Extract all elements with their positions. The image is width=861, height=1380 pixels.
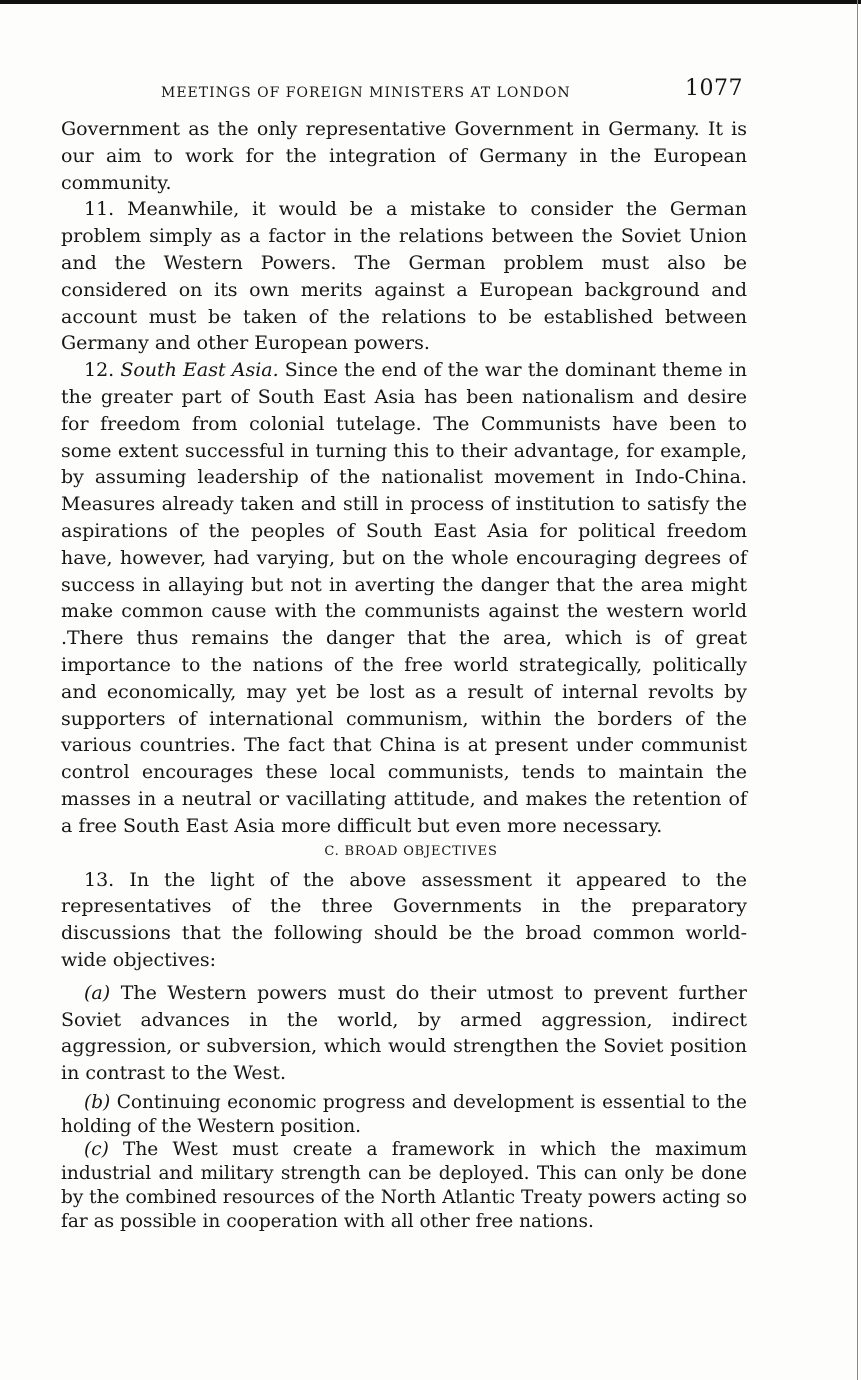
document-page [61,76,747,1234]
paragraph-13 [61,867,747,974]
objective-item-a [61,980,747,1087]
running-head: MEETINGS OF FOREIGN MINISTERS AT LONDON [161,85,571,101]
objective-item-c-text: The West must create a framework in which the maximum industrial and military strength can be deployed. This can only be done by the combined resources of the North Atlantic Treaty powers acting so far as possible in cooperation with all other free nations. [61,1139,747,1232]
paragraph-11 [61,196,747,357]
paragraph-12-text: Since the end of the war the dominant theme in the greater part of South East Asia has been nationalism and desire for freedom from colonial tutelage. The Communists have been to some extent successful in turning this to their advantage, for example, by assuming leadership of the nationalist movement in Indo-China. Measures already taken and still in process of institution to satisfy the aspirations of the peoples of South East Asia for political freedom have, however, had varying, but on the whole encouraging degrees of success in allaying but not in averting the danger that the area might make common cause with the communists against the western world .There thus remains the danger that the area, which is of great importance to the nations of the free world strategically, politically and economically, may yet be lost as a result of internal revolts by supporters of international communism, within the borders of the various countries. The fact that China is at present under communist control encourages these local communists, tends to maintain the masses in a neutral or vacillating attitude, and makes the retention of a free South East Asia more difficult but even more necessary. [61,359,747,837]
continuation-text: Government as the only representative Government in Germany. It is our aim to work for the integration of Germany in the European community. [61,118,747,194]
page-number: 1077 [685,76,743,101]
paragraph-11-text: Meanwhile, it would be a mistake to consider the German problem simply as a factor in the relations between the Soviet Union and the Western Powers. The German problem must also be considered on its own merits against a European background and account must be taken of the relations to be established between Germany and other European powers. [61,198,748,355]
right-edge-line [857,0,858,1380]
section-heading-broad-objectives: C. BROAD OBJECTIVES [324,843,498,859]
continuation-paragraph [61,116,747,196]
paragraph-13-text: In the light of the above assessment it appeared to the representatives of the three Governments in the preparatory discussions that the following should be the broad common world-wide objectives: [61,868,747,971]
paragraph-13-number: 13. [84,868,115,891]
paragraph-12 [61,357,747,839]
top-edge-rule [0,0,861,4]
objective-item-a-letter: (a) [84,981,111,1004]
objective-item-c [61,1138,747,1233]
page-header [61,76,747,116]
paragraph-12-number: 12. [84,359,115,382]
objective-item-b-letter: (b) [84,1091,111,1113]
objective-item-b [61,1091,747,1139]
paragraph-12-title: South East Asia. [120,359,279,382]
objective-item-a-text: The Western powers must do their utmost to prevent further Soviet advances in the world, by armed aggression, indirect aggression, or subversion, which would strengthen the Soviet position in contrast to the West. [61,981,747,1085]
objective-item-c-letter: (c) [84,1139,109,1161]
objective-item-b-text: Continuing economic progress and development is essential to the holding of the Western position. [61,1091,747,1137]
paragraph-11-number: 11. [84,198,115,221]
